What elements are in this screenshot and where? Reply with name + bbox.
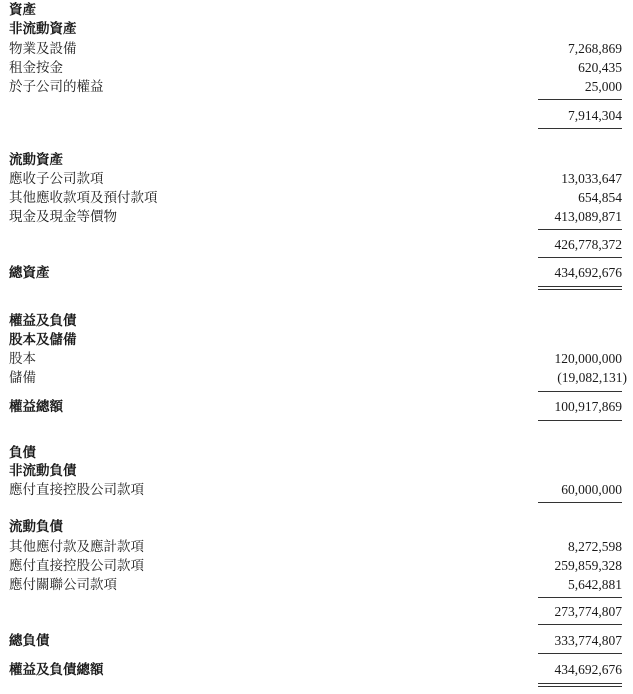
line-item [0, 188, 633, 208]
non-current-assets-subtotal: 7,914,304 [568, 108, 622, 123]
current-liabilities-subtotal: 273,774,807 [554, 604, 622, 619]
total-equity-liabilities-row [0, 660, 633, 680]
line-item-label: 其他應收款項及預付款項 [9, 190, 158, 206]
line-item [0, 207, 633, 227]
line-item-value: 120,000,000 [554, 351, 622, 366]
current-assets-heading-row [0, 150, 633, 170]
line-item-label: 現金及現金等價物 [9, 209, 117, 225]
non-current-liabilities-heading: 非流動負債 [9, 463, 77, 479]
total-equity-value: 100,917,869 [554, 399, 622, 414]
liabilities-heading-row [0, 443, 633, 463]
subtotal-rule [538, 128, 622, 129]
subtotal-rule [538, 229, 622, 230]
total-equity-liabilities-value: 434,692,676 [554, 662, 622, 677]
total-double-rule [538, 286, 622, 290]
current-assets-subtotal: 426,778,372 [554, 237, 622, 252]
total-double-rule [538, 683, 622, 687]
current-liabilities-heading: 流動負債 [9, 519, 63, 535]
non-current-assets-heading: 非流動資產 [9, 21, 77, 37]
line-item-label: 儲備 [9, 370, 36, 386]
liabilities-heading: 負債 [9, 445, 36, 461]
line-item-value: 413,089,871 [554, 209, 622, 224]
line-item-value: 259,859,328 [554, 558, 622, 573]
assets-heading-row [0, 0, 633, 20]
line-item-label: 應付直接控股公司款項 [9, 558, 144, 574]
line-item-label: 應收子公司款項 [9, 171, 104, 187]
total-liabilities-row [0, 631, 633, 651]
subtotal-rule [538, 391, 622, 392]
total-liabilities-value: 333,774,807 [554, 633, 622, 648]
non-current-assets-heading-row [0, 19, 633, 39]
line-item [0, 575, 633, 595]
total-assets-row [0, 263, 633, 283]
line-item-value: 25,000 [584, 79, 622, 94]
line-item-value: 7,268,869 [568, 41, 622, 56]
line-item [0, 537, 633, 557]
line-item [0, 368, 633, 388]
non-current-liabilities-heading-row [0, 461, 633, 481]
subtotal-row [0, 235, 633, 255]
line-item [0, 349, 633, 369]
subtotal-rule [538, 597, 622, 598]
line-item [0, 556, 633, 576]
subtotal-rule [538, 653, 622, 654]
assets-heading: 資產 [9, 2, 36, 18]
subtotal-rule [538, 257, 622, 258]
current-liabilities-heading-row [0, 517, 633, 537]
line-item [0, 77, 633, 97]
subtotal-rule [538, 420, 622, 421]
line-item-label: 應付直接控股公司款項 [9, 482, 144, 498]
line-item-value: 13,033,647 [561, 171, 622, 186]
subtotal-rule [538, 502, 622, 503]
line-item-value: (19,082,131) [557, 370, 627, 385]
line-item-value: 654,854 [578, 190, 622, 205]
current-assets-heading: 流動資產 [9, 152, 63, 168]
line-item-label: 其他應付款及應計款項 [9, 539, 144, 555]
line-item-value: 5,642,881 [568, 577, 622, 592]
total-equity-row [0, 397, 633, 417]
share-capital-reserves-heading-row [0, 330, 633, 350]
total-assets-value: 434,692,676 [554, 265, 622, 280]
subtotal-row [0, 106, 633, 126]
total-equity-label: 權益總額 [9, 399, 63, 415]
line-item-value: 620,435 [578, 60, 622, 75]
line-item [0, 480, 633, 500]
subtotal-rule [538, 624, 622, 625]
line-item [0, 39, 633, 59]
total-assets-label: 總資產 [9, 265, 50, 281]
line-item [0, 58, 633, 78]
line-item-label: 股本 [9, 351, 36, 367]
equity-liabilities-heading: 權益及負債 [9, 313, 77, 329]
total-equity-liabilities-label: 權益及負債總額 [9, 662, 104, 678]
line-item-label: 於子公司的權益 [9, 79, 104, 95]
share-capital-reserves-heading: 股本及儲備 [9, 332, 77, 348]
total-liabilities-label: 總負債 [9, 633, 50, 649]
subtotal-rule [538, 99, 622, 100]
line-item-value: 60,000,000 [561, 482, 622, 497]
line-item-label: 應付關聯公司款項 [9, 577, 117, 593]
subtotal-row [0, 602, 633, 622]
line-item-value: 8,272,598 [568, 539, 622, 554]
line-item-label: 租金按金 [9, 60, 63, 76]
equity-liabilities-heading-row [0, 311, 633, 331]
line-item-label: 物業及設備 [9, 41, 77, 57]
line-item [0, 169, 633, 189]
